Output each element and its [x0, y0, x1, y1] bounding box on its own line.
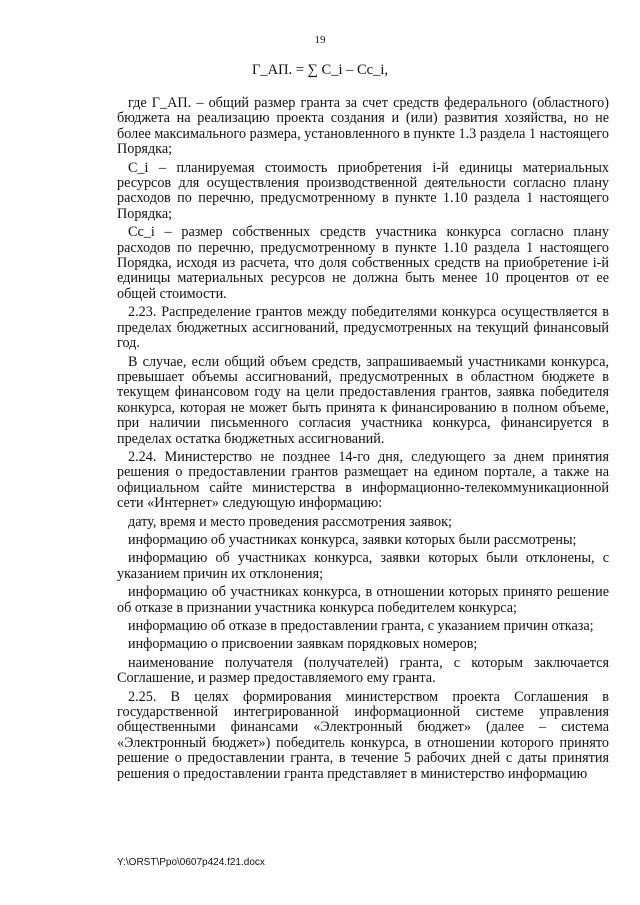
paragraph: наименование получателя (получателей) гранта, с которым заключается Соглашение, и размер предоставляемого ему гранта. — [117, 654, 609, 687]
document-body — [117, 96, 609, 782]
paragraph: информацию об участниках конкурса, заявки которых были отклонены, с указанием причин их отклонения; — [117, 550, 609, 582]
paragraph: Cc_i – размер собственных средств участника конкурса согласно плану расходов по перечню, предусмотренному в пункте 1.10 раздела 1 настоящего Порядка, исходя из расчета, что доля собственных средств на приобретение i-й единицы материальных ресурсов не должна быть менее 10 процентов от ее общей стоимости. — [117, 224, 609, 302]
grant-formula: Г_АП. = ∑ C_i – Cc_i, — [251, 62, 389, 78]
footer-file-path: Y:\ORST\Ppo\0607p424.f21.docx — [117, 857, 265, 868]
paragraph: информацию об участниках конкурса, заявки которых были рассмотрены; — [128, 531, 577, 548]
paragraph: дату, время и место проведения рассмотрения заявок; — [128, 513, 452, 530]
page-number: 19 — [314, 34, 326, 46]
paragraph: информацию об участниках конкурса, в отношении которых принято решение об отказе в признании участника конкурса победителем конкурса; — [117, 584, 609, 616]
paragraph: информацию о присвоении заявкам порядковых номеров; — [128, 636, 478, 653]
paragraph: В случае, если общий объем средств, запрашиваемый участниками конкурса, превышает объемы ассигнований, предусмотренных в областном бюджете в текущем финансовом году на цели предоставления грантов, заявка победителя конкурса, которая не может быть принята к финансированию в полном объеме, при наличии письменного согласия участника конкурса, финансируется в пределах остатка бюджетных ассигнований. — [117, 353, 609, 447]
paragraph: 2.24. Министерство не позднее 14-го дня, следующего за днем принятия решения о предоставлении грантов размещает на едином портале, а также на официальном сайте министерства в информационно-телекоммуникационной сети «Интернет» следующую информацию: — [117, 448, 609, 512]
paragraph: где Г_АП. – общий размер гранта за счет средств федерального (областного) бюджета на реализацию проекта создания и (или) развития хозяйства, но не более максимального размера, установленного в пункте 1.3 раздела 1 настоящего Порядка; — [117, 95, 609, 158]
paragraph: C_i – планируемая стоимость приобретения i-й единицы материальных ресурсов для осуществления производственной деятельности согласно плану расходов по перечню, предусмотренному в пункте 1.10 раздела 1 настоящего Порядка; — [117, 159, 609, 222]
paragraph: 2.25. В целях формирования министерством проекта Соглашения в государственной интегрированной информационной системе управления общественными финансами «Электронный бюджет» (далее – система «Электронный бюджет») победитель конкурса, в отношении которого принято решение о предоставлении гранта, в течение 5 рабочих дней с даты принятия решения о предоставлении гранта представляет в министерство информацию — [117, 688, 609, 782]
paragraph: информацию об отказе в предоставлении гранта, с указанием причин отказа; — [128, 618, 594, 634]
paragraph: 2.23. Распределение грантов между победителями конкурса осуществляется в пределах бюджетных ассигнований, предусмотренных на текущий финансовый год. — [117, 304, 609, 352]
